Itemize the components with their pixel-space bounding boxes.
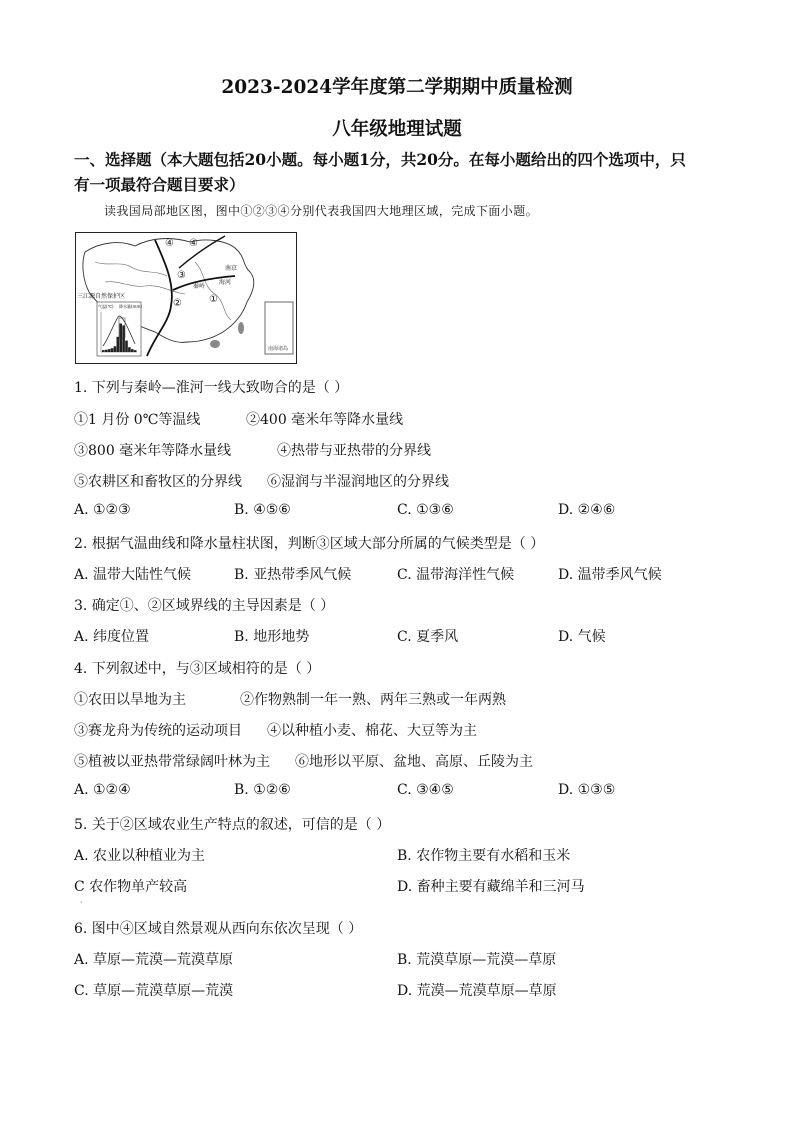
q4-option-a[interactable]: A. ①②④	[74, 782, 131, 798]
q4-statement: ②作物熟制一年一熟、两年三熟或一年两熟	[240, 692, 506, 708]
page-title: 2023-2024学年度第二学期期中质量检测	[221, 77, 573, 98]
chart-ylabel-temp: 气温(℃)	[98, 304, 114, 309]
q6-option-b[interactable]: B. 荒漠草原—荒漠—草原	[397, 952, 557, 968]
q2-option-d[interactable]: D. 温带季风气候	[558, 567, 662, 583]
q4-statement: ①农田以旱地为主	[74, 692, 186, 708]
precip-bar	[105, 350, 108, 352]
china-region-map	[75, 232, 297, 364]
precip-bar	[102, 350, 105, 352]
q5-option-d[interactable]: D. 畜种主要有藏绵羊和三河马	[397, 879, 585, 895]
precip-bar	[108, 349, 111, 352]
map-label-qinling: 秦岭	[193, 283, 206, 290]
climate-chart	[97, 302, 142, 356]
q4-statement: ⑤植被以亚热带常绿阔叶林为主	[74, 754, 270, 770]
map-label-1: ①	[209, 294, 218, 305]
q3-option-a[interactable]: A. 纬度位置	[74, 629, 150, 645]
q3-option-b[interactable]: B. 地形地势	[234, 629, 310, 645]
section-heading-line2: 有一项最符合题目要求）	[74, 175, 245, 194]
question-1-stem: 1. 下列与秦岭—淮河一线大致吻合的是（ ）	[74, 380, 349, 396]
q3-option-c[interactable]: C. 夏季风	[397, 629, 459, 645]
map-label-nanjing: 南京	[225, 265, 238, 272]
question-6-stem: 6. 图中④区域自然景观从西向东依次呈现（ ）	[74, 921, 363, 937]
precip-bar	[114, 346, 117, 352]
svg-text:南海诸岛: 南海诸岛	[268, 346, 289, 352]
q1-option-d[interactable]: D. ②④⑥	[558, 502, 616, 518]
precip-bar	[117, 337, 120, 352]
question-5-stem: 5. 关于②区域农业生产特点的叙述，可信的是（ ）	[74, 817, 391, 833]
map-label-haihe: 海河	[219, 279, 232, 286]
q2-option-c[interactable]: C. 温带海洋性气候	[397, 567, 515, 583]
q4-option-b[interactable]: B. ①②⑥	[234, 782, 291, 798]
precip-bar	[134, 350, 137, 352]
q1-statement: ④热带与亚热带的分界线	[277, 443, 431, 459]
question-4-stem: 4. 下列叙述中，与③区域相符的是（ ）	[74, 661, 321, 677]
q1-option-b[interactable]: B. ④⑤⑥	[234, 502, 291, 518]
question-3-stem: 3. 确定①、②区域界线的主导因素是（ ）	[74, 598, 335, 614]
q1-statement: ⑥湿润与半湿润地区的分界线	[267, 474, 449, 490]
q6-option-c[interactable]: C. 草原—荒漠草原—荒漠	[74, 983, 234, 999]
q1-statement: ③800 毫米年等降水量线	[74, 443, 232, 459]
q1-option-a[interactable]: A. ①②③	[74, 502, 131, 518]
map-label-2: ②	[173, 298, 182, 309]
precip-bar	[131, 349, 134, 352]
map-label-sanjiangyuan: 三江源自然保护区	[77, 293, 126, 300]
intro-text: 读我国局部地区图，图中①②③④分别代表我国四大地理区域，完成下面小题。	[104, 204, 539, 218]
q5-option-c[interactable]: C 农作物单产较高	[74, 879, 188, 895]
q4-statement: ④以种植小麦、棉花、大豆等为主	[267, 723, 477, 739]
q1-statement: ②400 毫米年等降水量线	[246, 412, 404, 428]
question-2-stem: 2. 根据气温曲线和降水量柱状图，判断③区域大部分所属的气候类型是（ ）	[74, 536, 545, 552]
q3-option-d[interactable]: D. 气候	[558, 629, 606, 645]
q4-option-d[interactable]: D. ①③⑤	[558, 782, 616, 798]
q1-option-c[interactable]: C. ①③⑥	[397, 502, 454, 518]
q5-option-b[interactable]: B. 农作物主要有水稻和玉米	[397, 848, 571, 864]
q6-option-a[interactable]: A. 草原—荒漠—荒漠草原	[74, 952, 234, 968]
precip-bar	[122, 325, 125, 352]
precip-bar	[125, 341, 128, 352]
chart-ylabel-precip: 降水量(mm)	[119, 304, 142, 309]
q4-statement: ③赛龙舟为传统的运动项目	[74, 723, 242, 739]
precip-bar	[128, 347, 131, 352]
scan-dot: ·	[80, 898, 83, 907]
section-heading-line1: 一、选择题（本大题包括20小题。每小题1分，共20分。在每小题给出的四个选项中，只	[74, 150, 686, 169]
q5-option-a[interactable]: A. 农业以种植业为主	[74, 848, 206, 864]
map-label-4b: ④	[189, 238, 198, 249]
q2-option-b[interactable]: B. 亚热带季风气候	[234, 567, 352, 583]
q1-statement: ⑤农耕区和畜牧区的分界线	[74, 474, 242, 490]
map-label-3: ③	[177, 270, 186, 281]
map-label-4: ④	[165, 238, 174, 249]
q6-option-d[interactable]: D. 荒漠—荒漠草原—草原	[397, 983, 557, 999]
q4-statement: ⑥地形以平原、盆地、高原、丘陵为主	[295, 754, 533, 770]
precip-bar	[111, 348, 114, 352]
q2-option-a[interactable]: A. 温带大陆性气候	[74, 567, 192, 583]
q1-statement: ①1 月份 0℃等温线	[74, 412, 201, 428]
q4-option-c[interactable]: C. ③④⑤	[397, 782, 454, 798]
page-subtitle: 八年级地理试题	[332, 119, 462, 140]
